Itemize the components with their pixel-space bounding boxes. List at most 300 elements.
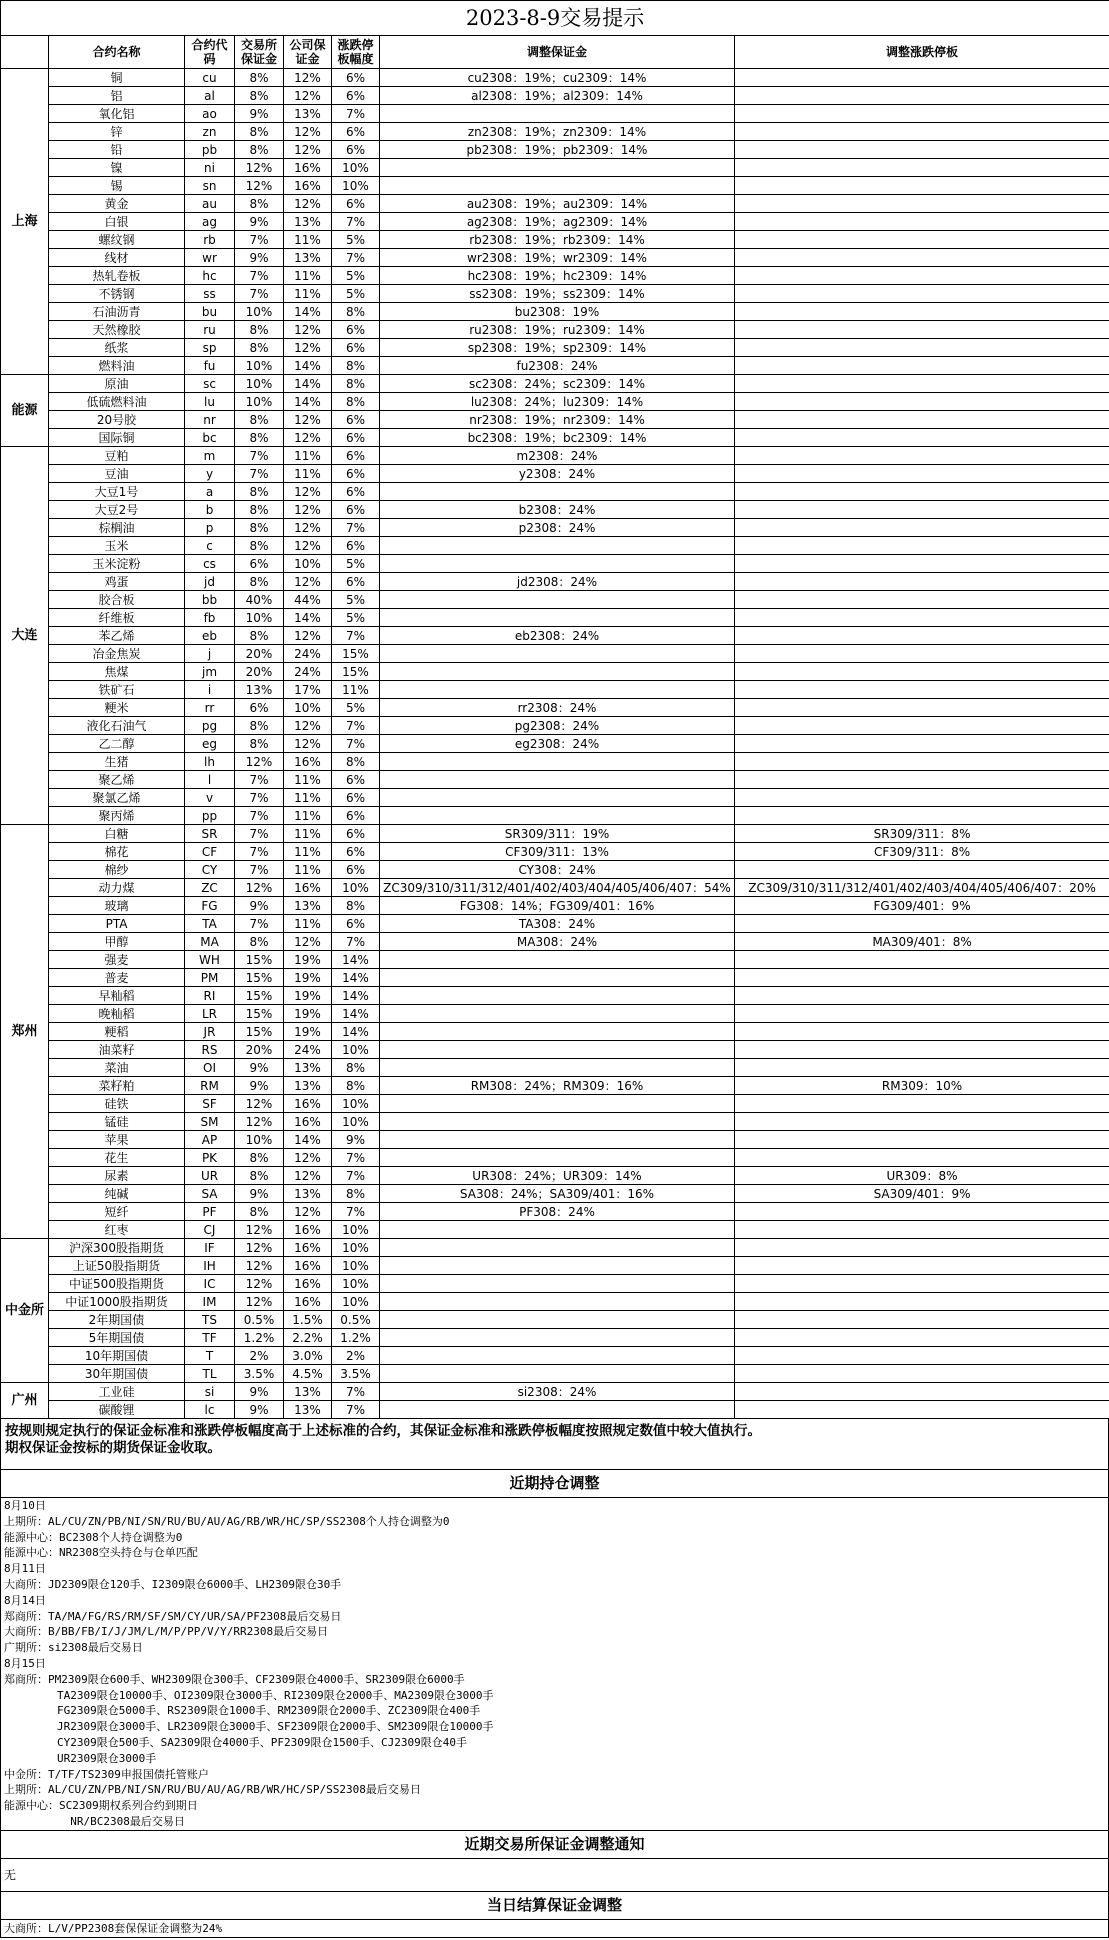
adjusted-margin bbox=[380, 645, 735, 663]
adjusted-limit bbox=[735, 231, 1109, 249]
company-margin: 12% bbox=[284, 735, 332, 753]
price-limit: 6% bbox=[332, 825, 380, 843]
adjusted-limit bbox=[735, 1041, 1109, 1059]
contract-code: RS bbox=[185, 1041, 235, 1059]
table-row bbox=[1, 663, 1109, 681]
contract-name: 硅铁 bbox=[49, 1095, 185, 1113]
table-row bbox=[1, 681, 1109, 699]
contract-name: 大豆1号 bbox=[49, 483, 185, 501]
adjusted-limit bbox=[735, 1005, 1109, 1023]
adjusted-limit bbox=[735, 285, 1109, 303]
table-row bbox=[1, 393, 1109, 411]
adjusted-margin: nr2308：19%；nr2309：14% bbox=[380, 411, 735, 429]
contract-name: 石油沥青 bbox=[49, 303, 185, 321]
exchange-margin: 12% bbox=[235, 1239, 284, 1257]
contract-code: SR bbox=[185, 825, 235, 843]
contract-name: 棉纱 bbox=[49, 861, 185, 879]
contract-code: PF bbox=[185, 1203, 235, 1221]
company-margin: 16% bbox=[284, 753, 332, 771]
company-margin: 12% bbox=[284, 87, 332, 105]
contract-code: jm bbox=[185, 663, 235, 681]
company-margin: 14% bbox=[284, 303, 332, 321]
company-margin: 11% bbox=[284, 465, 332, 483]
contract-name: 玉米 bbox=[49, 537, 185, 555]
contract-code: TL bbox=[185, 1365, 235, 1383]
contract-code: ni bbox=[185, 159, 235, 177]
adjusted-margin bbox=[380, 663, 735, 681]
price-limit: 10% bbox=[332, 1041, 380, 1059]
adjusted-limit bbox=[735, 1239, 1109, 1257]
adjusted-limit bbox=[735, 411, 1109, 429]
company-margin: 14% bbox=[284, 609, 332, 627]
price-limit: 10% bbox=[332, 159, 380, 177]
company-margin: 12% bbox=[284, 411, 332, 429]
company-margin: 11% bbox=[284, 447, 332, 465]
position-line: 能源中心：NR2308空头持仓与仓单匹配 bbox=[4, 1546, 198, 1560]
adjusted-limit: SA309/401：9% bbox=[735, 1185, 1109, 1203]
rules-notes bbox=[0, 1419, 1109, 1469]
adjusted-margin bbox=[380, 1257, 735, 1275]
exchange-margin: 12% bbox=[235, 1275, 284, 1293]
company-margin: 19% bbox=[284, 1005, 332, 1023]
adjusted-margin bbox=[380, 1293, 735, 1311]
table-row bbox=[1, 303, 1109, 321]
adjusted-margin: MA308：24% bbox=[380, 933, 735, 951]
price-limit: 5% bbox=[332, 285, 380, 303]
exchange-margin: 15% bbox=[235, 987, 284, 1005]
exchange-margin: 20% bbox=[235, 1041, 284, 1059]
contract-name: 碳酸锂 bbox=[49, 1401, 185, 1419]
contract-name: 纸浆 bbox=[49, 339, 185, 357]
adjusted-limit bbox=[735, 519, 1109, 537]
adjusted-limit bbox=[735, 915, 1109, 933]
price-limit: 2% bbox=[332, 1347, 380, 1365]
company-margin: 12% bbox=[284, 501, 332, 519]
position-line: UR2309限仓3000手 bbox=[4, 1751, 157, 1765]
price-limit: 6% bbox=[332, 87, 380, 105]
contract-name: 铜 bbox=[49, 69, 185, 87]
exchange-margin: 7% bbox=[235, 465, 284, 483]
table-row bbox=[1, 285, 1109, 303]
contract-name: 晚籼稻 bbox=[49, 1005, 185, 1023]
contract-name: 豆粕 bbox=[49, 447, 185, 465]
price-limit: 7% bbox=[332, 213, 380, 231]
adjusted-limit bbox=[735, 627, 1109, 645]
adjusted-margin: eb2308：24% bbox=[380, 627, 735, 645]
table-row bbox=[1, 879, 1109, 897]
position-line: 能源中心：BC2308个人持仓调整为0 bbox=[4, 1530, 183, 1544]
company-margin: 12% bbox=[284, 321, 332, 339]
exchange-margin: 9% bbox=[235, 1401, 284, 1419]
adjusted-margin bbox=[380, 1095, 735, 1113]
table-row bbox=[1, 771, 1109, 789]
adjusted-margin: al2308：19%；al2309：14% bbox=[380, 87, 735, 105]
company-margin: 11% bbox=[284, 843, 332, 861]
exchange-margin: 7% bbox=[235, 861, 284, 879]
adjusted-margin bbox=[380, 105, 735, 123]
price-limit: 7% bbox=[332, 519, 380, 537]
contract-code: p bbox=[185, 519, 235, 537]
contract-code: i bbox=[185, 681, 235, 699]
company-margin: 2.2% bbox=[284, 1329, 332, 1347]
price-limit: 5% bbox=[332, 267, 380, 285]
contract-code: eg bbox=[185, 735, 235, 753]
company-margin: 13% bbox=[284, 897, 332, 915]
adjusted-margin: sc2308：24%；sc2309：14% bbox=[380, 375, 735, 393]
contract-name: 粳米 bbox=[49, 699, 185, 717]
table-row bbox=[1, 699, 1109, 717]
position-line: CY2309限仓500手、SA2309限仓4000手、PF2309限仓1500手、CJ2309限仓40手 bbox=[4, 1735, 468, 1749]
company-margin: 12% bbox=[284, 1167, 332, 1185]
table-row bbox=[1, 591, 1109, 609]
adjusted-limit bbox=[735, 987, 1109, 1005]
adjusted-limit bbox=[735, 1059, 1109, 1077]
company-margin: 11% bbox=[284, 771, 332, 789]
contract-name: 液化石油气 bbox=[49, 717, 185, 735]
note-line: 期权保证金按标的期货保证金收取。 bbox=[5, 1440, 221, 1456]
table-row bbox=[1, 933, 1109, 951]
header-adjusted-margin: 调整保证金 bbox=[380, 36, 735, 69]
price-limit: 6% bbox=[332, 537, 380, 555]
contract-name: 棕榈油 bbox=[49, 519, 185, 537]
price-limit: 5% bbox=[332, 591, 380, 609]
adjusted-margin bbox=[380, 1059, 735, 1077]
exchange-margin: 8% bbox=[235, 717, 284, 735]
contract-code: fb bbox=[185, 609, 235, 627]
adjusted-margin bbox=[380, 753, 735, 771]
adjusted-margin: bc2308：19%；bc2309：14% bbox=[380, 429, 735, 447]
contract-code: MA bbox=[185, 933, 235, 951]
contract-name: 锡 bbox=[49, 177, 185, 195]
adjusted-margin bbox=[380, 1131, 735, 1149]
price-limit: 6% bbox=[332, 69, 380, 87]
table-row bbox=[1, 1347, 1109, 1365]
contract-code: RM bbox=[185, 1077, 235, 1095]
adjusted-margin: eg2308：24% bbox=[380, 735, 735, 753]
adjusted-limit bbox=[735, 609, 1109, 627]
adjusted-margin bbox=[380, 681, 735, 699]
contract-code: lu bbox=[185, 393, 235, 411]
contract-name: 中证500股指期货 bbox=[49, 1275, 185, 1293]
price-limit: 7% bbox=[332, 249, 380, 267]
price-limit: 6% bbox=[332, 141, 380, 159]
adjusted-limit bbox=[735, 195, 1109, 213]
exchange-margin: 9% bbox=[235, 213, 284, 231]
price-limit: 14% bbox=[332, 1005, 380, 1023]
contract-code: bb bbox=[185, 591, 235, 609]
contract-name: 纯碱 bbox=[49, 1185, 185, 1203]
adjusted-margin: FG308：14%；FG309/401：16% bbox=[380, 897, 735, 915]
company-margin: 12% bbox=[284, 123, 332, 141]
table-row bbox=[1, 1113, 1109, 1131]
contract-name: 氧化铝 bbox=[49, 105, 185, 123]
adjusted-limit bbox=[735, 249, 1109, 267]
adjusted-limit bbox=[735, 141, 1109, 159]
price-limit: 10% bbox=[332, 1239, 380, 1257]
table-row bbox=[1, 609, 1109, 627]
adjusted-limit bbox=[735, 501, 1109, 519]
adjusted-limit bbox=[735, 177, 1109, 195]
adjusted-margin: lu2308：24%；lu2309：14% bbox=[380, 393, 735, 411]
table-row bbox=[1, 627, 1109, 645]
exchange-margin: 8% bbox=[235, 1149, 284, 1167]
company-margin: 44% bbox=[284, 591, 332, 609]
adjusted-limit bbox=[735, 663, 1109, 681]
company-margin: 24% bbox=[284, 645, 332, 663]
contract-name: 工业硅 bbox=[49, 1383, 185, 1401]
exchange-margin: 0.5% bbox=[235, 1311, 284, 1329]
adjusted-limit bbox=[735, 1275, 1109, 1293]
adjusted-limit bbox=[735, 267, 1109, 285]
table-row bbox=[1, 1365, 1109, 1383]
company-margin: 12% bbox=[284, 429, 332, 447]
price-limit: 6% bbox=[332, 339, 380, 357]
exchange-margin: 7% bbox=[235, 267, 284, 285]
company-margin: 14% bbox=[284, 393, 332, 411]
contract-code: au bbox=[185, 195, 235, 213]
exchange-margin: 1.2% bbox=[235, 1329, 284, 1347]
contract-code: rb bbox=[185, 231, 235, 249]
exchange-margin: 12% bbox=[235, 1221, 284, 1239]
contract-code: ss bbox=[185, 285, 235, 303]
adjusted-limit bbox=[735, 303, 1109, 321]
contract-code: a bbox=[185, 483, 235, 501]
contract-code: l bbox=[185, 771, 235, 789]
contract-name: 动力煤 bbox=[49, 879, 185, 897]
table-row bbox=[1, 717, 1109, 735]
adjusted-margin: sp2308：19%；sp2309：14% bbox=[380, 339, 735, 357]
contract-code: SA bbox=[185, 1185, 235, 1203]
company-margin: 16% bbox=[284, 879, 332, 897]
contract-name: 大豆2号 bbox=[49, 501, 185, 519]
contract-name: 乙二醇 bbox=[49, 735, 185, 753]
price-limit: 7% bbox=[332, 627, 380, 645]
price-limit: 9% bbox=[332, 1131, 380, 1149]
exchange-name: 大连 bbox=[1, 447, 49, 825]
contract-name: 线材 bbox=[49, 249, 185, 267]
price-limit: 10% bbox=[332, 1257, 380, 1275]
position-line: 大商所：B/BB/FB/I/J/JM/L/M/P/PP/V/Y/RR2308最后交易日 bbox=[4, 1625, 329, 1639]
adjusted-limit bbox=[735, 1149, 1109, 1167]
exchange-margin: 7% bbox=[235, 285, 284, 303]
exchange-margin: 15% bbox=[235, 951, 284, 969]
contract-name: 冶金焦炭 bbox=[49, 645, 185, 663]
exchange-margin: 8% bbox=[235, 141, 284, 159]
adjusted-margin bbox=[380, 1347, 735, 1365]
exchange-margin: 7% bbox=[235, 771, 284, 789]
contract-name: 玉米淀粉 bbox=[49, 555, 185, 573]
exchange-margin: 7% bbox=[235, 915, 284, 933]
position-adjustment-body bbox=[0, 1498, 1109, 1830]
contract-name: 纤维板 bbox=[49, 609, 185, 627]
exchange-margin: 8% bbox=[235, 1203, 284, 1221]
position-line: 郑商所：PM2309限仓600手、WH2309限仓300手、CF2309限仓4000手、SR2309限仓6000手 bbox=[4, 1672, 465, 1686]
position-line: 8月14日 bbox=[4, 1593, 46, 1607]
contract-code: ZC bbox=[185, 879, 235, 897]
adjusted-limit bbox=[735, 105, 1109, 123]
contract-code: v bbox=[185, 789, 235, 807]
adjusted-margin: pb2308：19%；pb2309：14% bbox=[380, 141, 735, 159]
price-limit: 1.2% bbox=[332, 1329, 380, 1347]
position-line: 上期所：AL/CU/ZN/PB/NI/SN/RU/BU/AU/AG/RB/WR/HC/SP/SS2308最后交易日 bbox=[4, 1783, 421, 1797]
adjusted-margin bbox=[380, 177, 735, 195]
price-limit: 6% bbox=[332, 465, 380, 483]
table-row bbox=[1, 339, 1109, 357]
adjusted-limit bbox=[735, 807, 1109, 825]
adjusted-limit bbox=[735, 753, 1109, 771]
contract-name: 螺纹钢 bbox=[49, 231, 185, 249]
page-title: 2023-8-9交易提示 bbox=[1, 1, 1109, 36]
table-row bbox=[1, 1041, 1109, 1059]
contract-name: 中证1000股指期货 bbox=[49, 1293, 185, 1311]
exchange-margin: 12% bbox=[235, 753, 284, 771]
contract-code: eb bbox=[185, 627, 235, 645]
contract-code: CF bbox=[185, 843, 235, 861]
contract-code: c bbox=[185, 537, 235, 555]
exchange-margin: 8% bbox=[235, 519, 284, 537]
company-margin: 11% bbox=[284, 789, 332, 807]
company-margin: 13% bbox=[284, 1077, 332, 1095]
contract-code: JR bbox=[185, 1023, 235, 1041]
adjusted-limit bbox=[735, 645, 1109, 663]
adjusted-margin bbox=[380, 555, 735, 573]
table-row bbox=[1, 1221, 1109, 1239]
adjusted-margin bbox=[380, 1023, 735, 1041]
adjusted-limit bbox=[735, 1311, 1109, 1329]
contract-code: m bbox=[185, 447, 235, 465]
contract-name: 燃料油 bbox=[49, 357, 185, 375]
position-line: 8月11日 bbox=[4, 1562, 46, 1576]
adjusted-margin: ag2308：19%；ag2309：14% bbox=[380, 213, 735, 231]
adjusted-margin bbox=[380, 537, 735, 555]
adjusted-margin: PF308：24% bbox=[380, 1203, 735, 1221]
table-row bbox=[1, 1257, 1109, 1275]
adjusted-limit bbox=[735, 573, 1109, 591]
company-margin: 16% bbox=[284, 159, 332, 177]
exchange-margin: 10% bbox=[235, 303, 284, 321]
company-margin: 16% bbox=[284, 177, 332, 195]
contract-code: zn bbox=[185, 123, 235, 141]
company-margin: 12% bbox=[284, 483, 332, 501]
adjusted-margin bbox=[380, 1401, 735, 1419]
adjusted-limit bbox=[735, 1131, 1109, 1149]
exchange-margin: 7% bbox=[235, 825, 284, 843]
adjusted-limit bbox=[735, 123, 1109, 141]
contract-name: PTA bbox=[49, 915, 185, 933]
table-row bbox=[1, 159, 1109, 177]
contract-name: 原油 bbox=[49, 375, 185, 393]
company-margin: 11% bbox=[284, 807, 332, 825]
adjusted-limit bbox=[735, 861, 1109, 879]
contract-code: fu bbox=[185, 357, 235, 375]
adjusted-limit bbox=[735, 483, 1109, 501]
company-margin: 17% bbox=[284, 681, 332, 699]
adjusted-limit bbox=[735, 1113, 1109, 1131]
price-limit: 6% bbox=[332, 429, 380, 447]
header-price-limit: 涨跌停板幅度 bbox=[332, 36, 380, 69]
price-limit: 5% bbox=[332, 231, 380, 249]
contract-name: 锰硅 bbox=[49, 1113, 185, 1131]
adjusted-margin: RM308：24%；RM309：16% bbox=[380, 1077, 735, 1095]
contract-name: 铝 bbox=[49, 87, 185, 105]
adjusted-limit bbox=[735, 447, 1109, 465]
exchange-margin: 9% bbox=[235, 897, 284, 915]
contract-code: CY bbox=[185, 861, 235, 879]
contract-code: pp bbox=[185, 807, 235, 825]
price-limit: 8% bbox=[332, 375, 380, 393]
price-limit: 10% bbox=[332, 1113, 380, 1131]
price-limit: 10% bbox=[332, 1293, 380, 1311]
price-limit: 6% bbox=[332, 807, 380, 825]
adjusted-margin bbox=[380, 159, 735, 177]
contract-name: 早籼稻 bbox=[49, 987, 185, 1005]
contract-code: nr bbox=[185, 411, 235, 429]
table-row bbox=[1, 735, 1109, 753]
exchange-margin: 8% bbox=[235, 933, 284, 951]
contract-code: RI bbox=[185, 987, 235, 1005]
contract-name: 强麦 bbox=[49, 951, 185, 969]
price-limit: 10% bbox=[332, 879, 380, 897]
adjusted-margin bbox=[380, 483, 735, 501]
price-limit: 7% bbox=[332, 1203, 380, 1221]
adjusted-limit bbox=[735, 87, 1109, 105]
adjusted-margin: zn2308：19%；zn2309：14% bbox=[380, 123, 735, 141]
exchange-margin: 10% bbox=[235, 609, 284, 627]
contract-code: LR bbox=[185, 1005, 235, 1023]
company-margin: 16% bbox=[284, 1275, 332, 1293]
table-row bbox=[1, 969, 1109, 987]
contract-name: 国际铜 bbox=[49, 429, 185, 447]
exchange-margin: 6% bbox=[235, 555, 284, 573]
table-row bbox=[1, 231, 1109, 249]
contract-code: WH bbox=[185, 951, 235, 969]
contract-name: 粳稻 bbox=[49, 1023, 185, 1041]
company-margin: 11% bbox=[284, 231, 332, 249]
contract-code: rr bbox=[185, 699, 235, 717]
exchange-margin: 8% bbox=[235, 483, 284, 501]
company-margin: 13% bbox=[284, 213, 332, 231]
price-limit: 14% bbox=[332, 1023, 380, 1041]
contract-code: IM bbox=[185, 1293, 235, 1311]
contract-code: sc bbox=[185, 375, 235, 393]
contract-code: TA bbox=[185, 915, 235, 933]
company-margin: 16% bbox=[284, 1293, 332, 1311]
price-limit: 6% bbox=[332, 789, 380, 807]
adjusted-limit bbox=[735, 1383, 1109, 1401]
exchange-name: 能源 bbox=[1, 375, 49, 447]
company-margin: 19% bbox=[284, 1023, 332, 1041]
price-limit: 14% bbox=[332, 969, 380, 987]
position-line: JR2309限仓3000手、LR2309限仓3000手、SF2309限仓2000手、SM2309限仓10000手 bbox=[4, 1720, 494, 1734]
adjusted-margin: y2308：24% bbox=[380, 465, 735, 483]
adjusted-limit bbox=[735, 1329, 1109, 1347]
adjusted-margin: au2308：19%；au2309：14% bbox=[380, 195, 735, 213]
exchange-margin: 7% bbox=[235, 843, 284, 861]
contract-name: 沪深300股指期货 bbox=[49, 1239, 185, 1257]
table-row bbox=[1, 1329, 1109, 1347]
company-margin: 13% bbox=[284, 1383, 332, 1401]
position-line: 8月15日 bbox=[4, 1656, 46, 1670]
adjusted-limit bbox=[735, 969, 1109, 987]
price-limit: 8% bbox=[332, 303, 380, 321]
contract-name: 甲醇 bbox=[49, 933, 185, 951]
contract-code: hc bbox=[185, 267, 235, 285]
table-row bbox=[1, 213, 1109, 231]
contract-name: 黄金 bbox=[49, 195, 185, 213]
table-row bbox=[1, 1275, 1109, 1293]
price-limit: 6% bbox=[332, 195, 380, 213]
adjusted-limit bbox=[735, 1401, 1109, 1419]
